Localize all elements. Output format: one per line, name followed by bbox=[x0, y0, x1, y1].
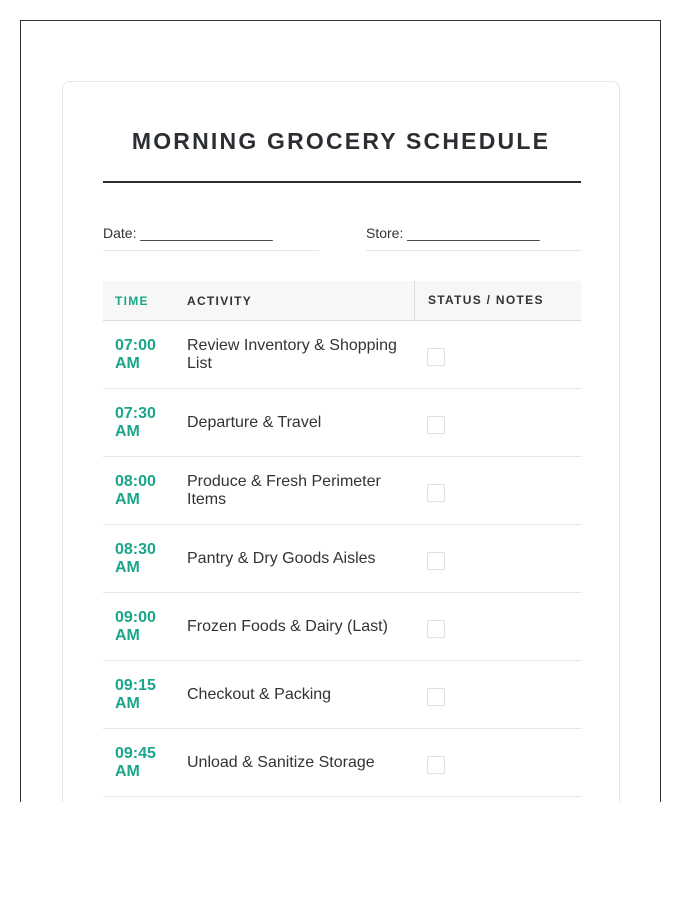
title-divider bbox=[103, 181, 581, 183]
status-checkbox[interactable] bbox=[427, 620, 445, 638]
page-frame bbox=[20, 20, 661, 802]
time-cell: 09:00 AM bbox=[115, 608, 156, 644]
table-row bbox=[103, 321, 581, 389]
page-title: MORNING GROCERY SCHEDULE bbox=[131, 128, 551, 154]
status-cell bbox=[414, 752, 581, 774]
schedule-card bbox=[62, 81, 620, 802]
time-cell: 08:00 AM bbox=[115, 472, 156, 508]
column-header-activity: ACTIVITY bbox=[187, 293, 253, 308]
table-header bbox=[103, 281, 581, 321]
activity-cell: Departure & Travel bbox=[187, 413, 322, 431]
date-field[interactable]: Date: _________________ bbox=[103, 225, 319, 251]
status-cell bbox=[414, 480, 581, 502]
store-field[interactable]: Store: _________________ bbox=[366, 225, 581, 251]
status-checkbox[interactable] bbox=[427, 756, 445, 774]
status-checkbox[interactable] bbox=[427, 552, 445, 570]
activity-cell: Checkout & Packing bbox=[187, 685, 332, 703]
activity-cell: Pantry & Dry Goods Aisles bbox=[187, 549, 376, 567]
table-row bbox=[103, 661, 581, 729]
table-row bbox=[103, 525, 581, 593]
activity-cell: Frozen Foods & Dairy (Last) bbox=[187, 617, 388, 635]
table-row bbox=[103, 593, 581, 661]
time-cell: 09:45 AM bbox=[115, 744, 156, 780]
status-cell bbox=[414, 616, 581, 638]
status-cell bbox=[414, 684, 581, 706]
table-row bbox=[103, 457, 581, 525]
time-cell: 07:00 AM bbox=[115, 336, 156, 372]
status-checkbox[interactable] bbox=[427, 416, 445, 434]
status-checkbox[interactable] bbox=[427, 484, 445, 502]
time-cell: 08:30 AM bbox=[115, 540, 156, 576]
schedule-table bbox=[103, 281, 581, 797]
activity-cell: Review Inventory & Shopping List bbox=[187, 336, 397, 372]
column-header-status: STATUS / NOTES bbox=[414, 281, 581, 320]
column-header-time: TIME bbox=[115, 293, 149, 308]
table-row bbox=[103, 729, 581, 797]
time-cell: 09:15 AM bbox=[115, 676, 156, 712]
status-checkbox[interactable] bbox=[427, 688, 445, 706]
status-checkbox[interactable] bbox=[427, 348, 445, 366]
activity-cell: Produce & Fresh Perimeter Items bbox=[187, 472, 381, 508]
activity-cell: Unload & Sanitize Storage bbox=[187, 753, 375, 771]
status-cell bbox=[414, 412, 581, 434]
status-cell bbox=[414, 548, 581, 570]
time-cell: 07:30 AM bbox=[115, 404, 156, 440]
status-cell bbox=[414, 344, 581, 366]
table-row bbox=[103, 389, 581, 457]
